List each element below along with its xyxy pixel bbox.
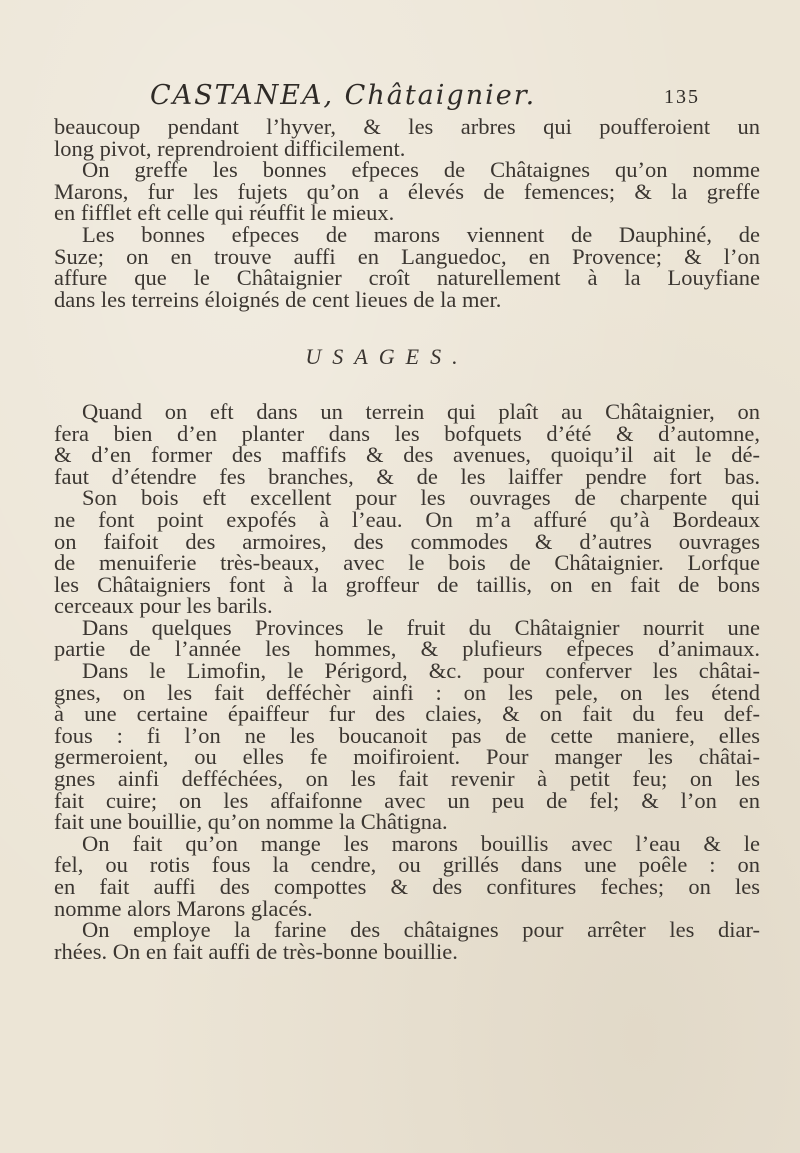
text-line: beaucoup pendant l’hyver, & les arbres qui poufferoient un (54, 114, 760, 139)
text-line: fous : fi l’on ne les boucanoit pas de cette maniere, elles (54, 722, 760, 748)
text-line: germeroient, ou elles fe moifiroient. Pour manger les châtai- (54, 744, 760, 770)
text-line: ne font point expofés à l’eau. On m’a affuré qu’à Bordeaux (54, 506, 760, 532)
text-line: Les bonnes efpeces de marons viennent de Dauphiné, de (82, 221, 760, 247)
body-text (54, 116, 760, 962)
text-line: Son bois eft excellent pour les ouvrages de charpente qui (82, 485, 760, 511)
text-line: de menuiferie très-beaux, avec le bois de Châtaignier. Lorfque (54, 550, 760, 576)
text-line: gnes, on les fait defféchèr ainfi : on les pele, on les étend (54, 679, 760, 705)
text-line: Marons, fur les fujets qu’on a élevés de femences; & la greffe (54, 178, 760, 204)
text-line: partie de l’année les hommes, & plufieurs efpeces d’animaux. (54, 636, 760, 662)
text-line: en fifflet eft celle qui réuffit le mieux. (54, 200, 395, 226)
text-line: rhées. On en fait auffi de très-bonne bouillie. (54, 938, 458, 964)
text-line: dans les terreins éloignés de cent lieues de la mer. (54, 286, 502, 312)
text-line: à une certaine épaiffeur fur des claies, & on fait du feu def- (54, 701, 760, 727)
text-line: On fait qu’on mange les marons bouillis avec l’eau & le (82, 830, 760, 856)
text-line: cerceaux pour les barils. (54, 593, 273, 619)
text-line: fel, ou rotis fous la cendre, ou grillés dans une poêle : on (54, 852, 760, 878)
text-line: fait une bouillie, qu’on nomme la Châtigna. (54, 809, 448, 835)
text-line: fera bien d’en planter dans les bofquets d’été & d’automne, (54, 420, 760, 446)
text-line: Suze; on en trouve auffi en Languedoc, en Provence; & l’on (54, 243, 760, 269)
section-heading: USAGES. (305, 344, 469, 370)
text-line: affure que le Châtaignier croît naturellement à la Louyfiane (54, 265, 760, 291)
text-line: & d’en former des maffifs & des avenues, quoiqu’il ait le dé- (54, 442, 760, 468)
text-line: long pivot, reprendroient difficilement. (54, 135, 406, 161)
page-number: 135 (664, 86, 700, 108)
text-line: Quand on eft dans un terrein qui plaît au Châtaignier, on (82, 398, 760, 424)
text-line: On employe la farine des châtaignes pour arrêter les diar- (82, 917, 760, 943)
text-line: on faifoit des armoires, des commodes & d’autres ouvrages (54, 528, 760, 554)
text-line: gnes ainfi defféchées, on les fait revenir à petit feu; on les (54, 766, 760, 792)
text-line: les Châtaigniers font à la groffeur de taillis, on en fait de bons (54, 571, 760, 597)
text-line: Dans quelques Provinces le fruit du Châtaignier nourrit une (82, 614, 760, 640)
text-line: On greffe les bonnes efpeces de Châtaignes qu’on nomme (82, 157, 760, 183)
text-line: Dans le Limofin, le Périgord, &c. pour conferver les châtai- (82, 658, 760, 684)
text-line: faut d’étendre fes branches, & de les laiffer pendre fort bas. (54, 463, 760, 489)
text-line: fait cuire; on les affaifonne avec un peu de fel; & l’on en (54, 787, 760, 813)
running-title: CASTANEA, Châtaignier. (150, 80, 537, 111)
text-line: en fait auffi des compottes & des confitures feches; on les (54, 874, 760, 899)
text-line: nomme alors Marons glacés. (54, 895, 313, 921)
